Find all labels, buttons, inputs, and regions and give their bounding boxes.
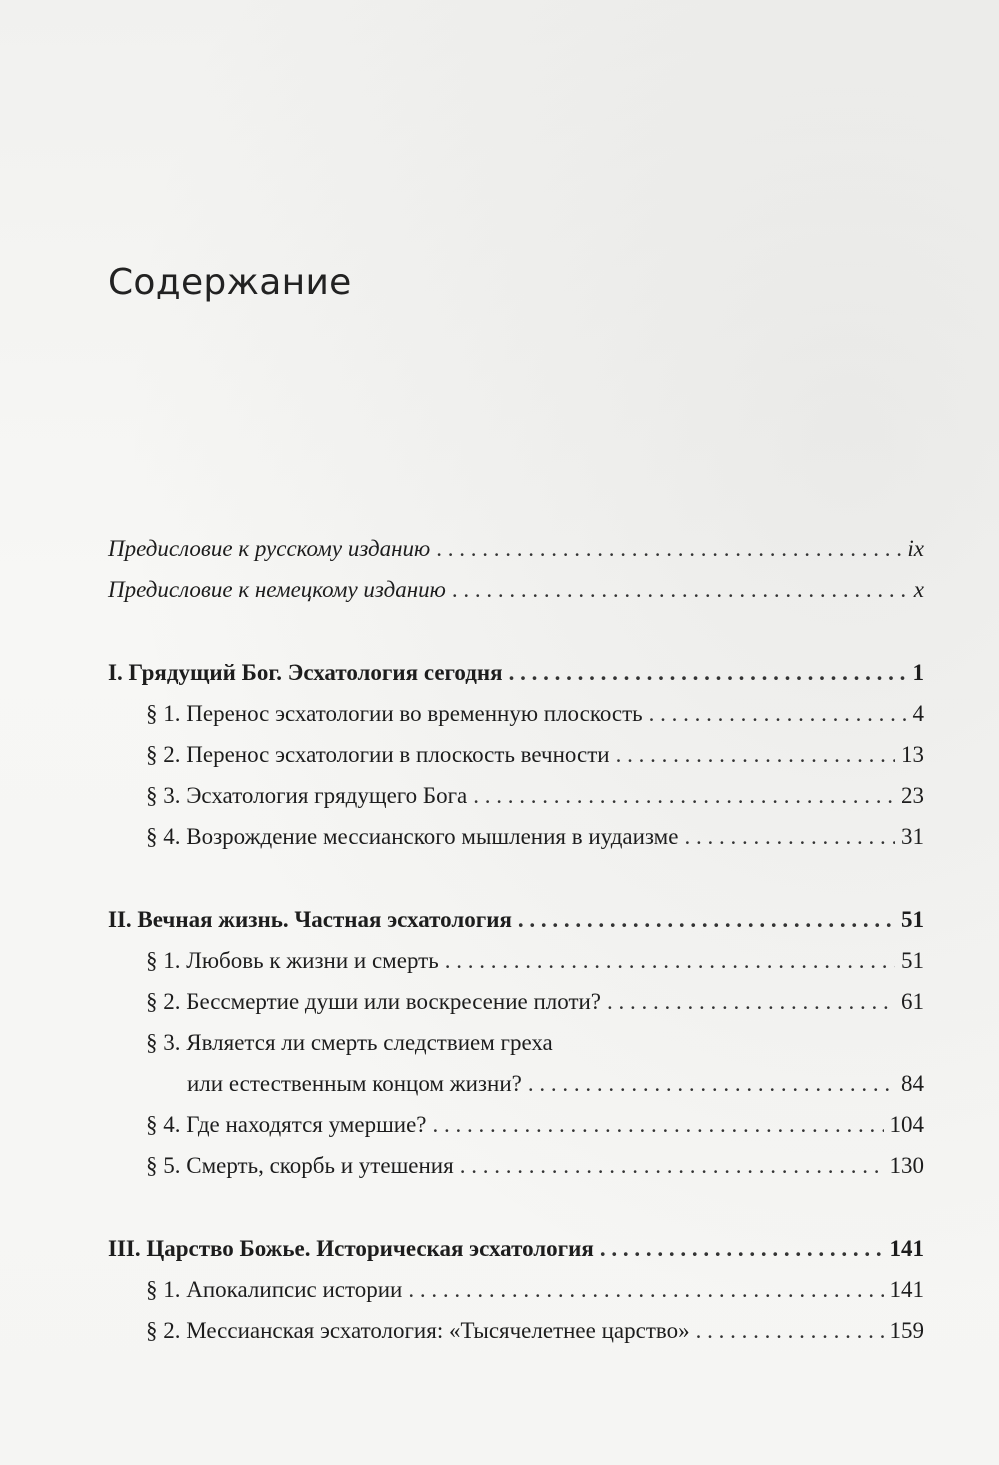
toc-chapter-label: I. Грядущий Бог. Эсхатология сегодня bbox=[108, 660, 503, 685]
page-title: Содержание bbox=[108, 262, 352, 303]
toc-section-page: 130 bbox=[889, 1153, 924, 1178]
toc-entry-label: Предисловие к русскому изданию bbox=[108, 536, 431, 561]
leader-dots bbox=[408, 1269, 883, 1310]
leader-dots bbox=[684, 816, 895, 857]
leader-dots bbox=[600, 1228, 884, 1269]
toc-section[interactable] bbox=[108, 1063, 924, 1104]
leader-dots bbox=[433, 1104, 884, 1145]
leader-dots bbox=[649, 693, 907, 734]
leader-dots bbox=[528, 1063, 895, 1104]
toc-section-page: 31 bbox=[901, 824, 924, 849]
leader-dots bbox=[696, 1310, 884, 1351]
toc-section-page: 51 bbox=[901, 948, 924, 973]
toc-chapter-2[interactable] bbox=[108, 899, 924, 940]
toc-section[interactable] bbox=[108, 1310, 924, 1351]
toc-section[interactable] bbox=[108, 816, 924, 857]
toc-section-label: § 4. Возрождение мессианского мышления в иудаизме bbox=[146, 824, 679, 849]
leader-dots bbox=[607, 981, 895, 1022]
leader-dots bbox=[460, 1145, 884, 1186]
toc-section-label-line1[interactable]: § 3. Является ли смерть следствием греха bbox=[146, 1030, 553, 1055]
toc-section-page: 13 bbox=[901, 742, 924, 767]
toc-section-label: § 1. Перенос эсхатологии во временную плоскость bbox=[146, 701, 643, 726]
toc-section[interactable] bbox=[108, 775, 924, 816]
toc-chapter-3[interactable] bbox=[108, 1228, 924, 1269]
leader-dots bbox=[445, 940, 895, 981]
table-of-contents bbox=[108, 528, 924, 1351]
toc-section-label: § 2. Мессианская эсхатология: «Тысячелетнее царство» bbox=[146, 1318, 690, 1343]
toc-section[interactable] bbox=[108, 693, 924, 734]
toc-entry-preface-german[interactable] bbox=[108, 569, 924, 610]
toc-section-page: 4 bbox=[912, 701, 924, 726]
toc-section-label: § 5. Смерть, скорбь и утешения bbox=[146, 1153, 454, 1178]
toc-section[interactable] bbox=[108, 940, 924, 981]
toc-section-label: § 1. Апокалипсис истории bbox=[146, 1277, 403, 1302]
toc-section-page: 141 bbox=[889, 1277, 924, 1302]
toc-section[interactable] bbox=[108, 981, 924, 1022]
toc-section[interactable] bbox=[108, 734, 924, 775]
leader-dots bbox=[452, 569, 908, 610]
toc-section-page: 159 bbox=[889, 1318, 924, 1343]
toc-entry-page: x bbox=[913, 577, 924, 602]
toc-section-label: § 2. Бессмертие души или воскресение плоти? bbox=[146, 989, 602, 1014]
toc-section[interactable] bbox=[108, 1269, 924, 1310]
toc-section-label: § 3. Эсхатология грядущего Бога bbox=[146, 783, 468, 808]
toc-chapter-label: II. Вечная жизнь. Частная эсхатология bbox=[108, 907, 512, 932]
toc-section-label: § 4. Где находятся умершие? bbox=[146, 1112, 427, 1137]
toc-section-page: 61 bbox=[901, 989, 924, 1014]
toc-entry-page: ix bbox=[907, 536, 924, 561]
toc-section-page: 84 bbox=[901, 1071, 924, 1096]
toc-section[interactable] bbox=[108, 1145, 924, 1186]
toc-entry-label: Предисловие к немецкому изданию bbox=[108, 577, 446, 602]
leader-dots bbox=[509, 652, 907, 693]
toc-section-label-line2: или естественным концом жизни? bbox=[187, 1071, 522, 1096]
toc-entry-preface-russian[interactable] bbox=[108, 528, 924, 569]
toc-section-label: § 1. Любовь к жизни и смерть bbox=[146, 948, 439, 973]
toc-section-label: § 2. Перенос эсхатологии в плоскость вечности bbox=[146, 742, 610, 767]
leader-dots bbox=[616, 734, 895, 775]
toc-section-page: 104 bbox=[889, 1112, 924, 1137]
leader-dots bbox=[473, 775, 895, 816]
leader-dots bbox=[436, 528, 901, 569]
toc-section[interactable] bbox=[108, 1104, 924, 1145]
toc-chapter-label: III. Царство Божье. Историческая эсхатология bbox=[108, 1236, 594, 1261]
toc-section-page: 23 bbox=[901, 783, 924, 808]
leader-dots bbox=[518, 899, 895, 940]
toc-chapter-1[interactable] bbox=[108, 652, 924, 693]
toc-chapter-page: 51 bbox=[901, 907, 924, 932]
toc-chapter-page: 141 bbox=[889, 1236, 924, 1261]
toc-chapter-page: 1 bbox=[912, 660, 924, 685]
